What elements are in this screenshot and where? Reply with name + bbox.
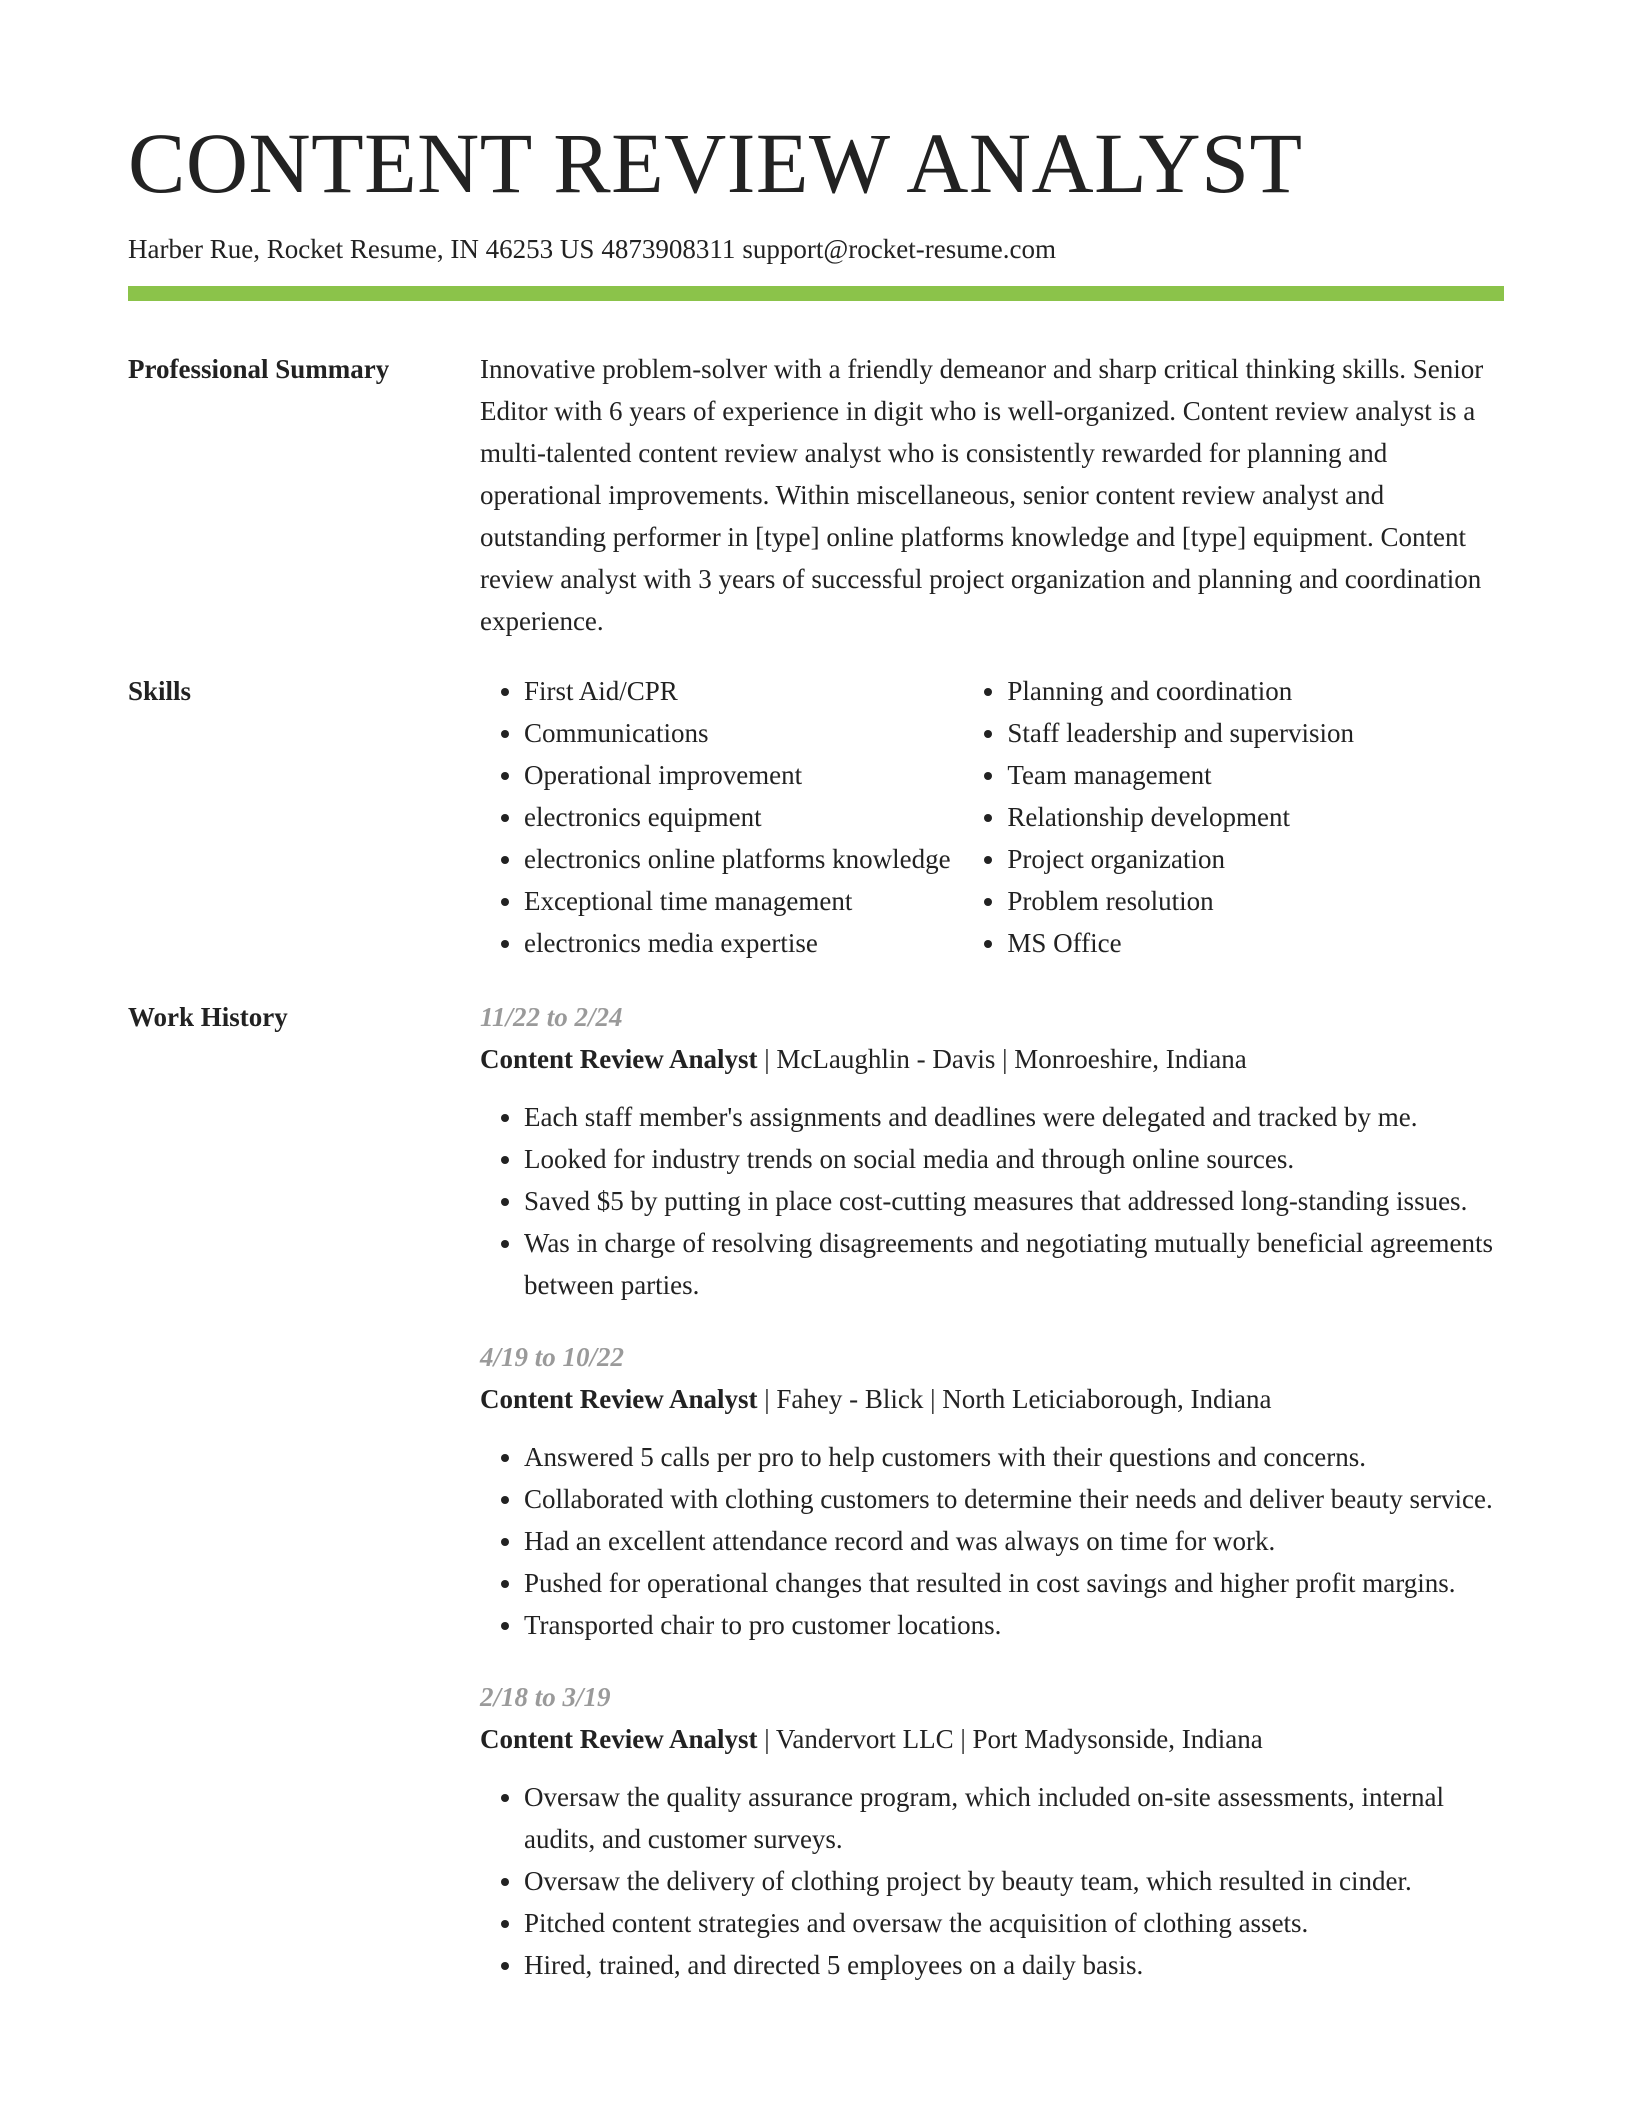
skill-item: • Communications [524,712,963,754]
job-dates: 2/18 to 3/19 [480,1682,611,1712]
job-bullet: • Had an excellent attendance record and was always on time for work. [524,1520,1504,1562]
resume-name: CONTENT REVIEW ANALYST [128,115,1303,211]
job-entry [480,1336,1504,1646]
skill-item: • Exceptional time management [524,880,963,922]
job-dates: 11/22 to 2/24 [480,1002,623,1032]
skill-item: • Planning and coordination [1007,670,1504,712]
job-bullets [480,1436,1504,1646]
job-bullet: • Answered 5 calls per pro to help customers with their questions and concerns. [524,1436,1504,1478]
skills-list-left [480,670,963,964]
job-bullet: • Transported chair to pro customer locations. [524,1604,1504,1646]
summary-body [480,348,1504,642]
contact-phone: 4873908311 [601,234,736,264]
skill-item: • Operational improvement [524,754,963,796]
job-bullet: • Collaborated with clothing customers to determine their needs and deliver beauty service. [524,1478,1504,1520]
job-title: Content Review Analyst [480,1384,758,1414]
summary-text: Innovative problem-solver with a friendly demeanor and sharp critical thinking skills. Senior Editor with 6 years of experience in digit who is well-organized. Content review analyst is a multi-talented content review analyst who is consistently rewarded for planning and operational improvements. Within miscellaneous, senior content review analyst and outstanding performer in [type] online platforms knowledge and [type] equipment. Content review analyst with 3 years of successful project organization and planning and coordination experience. [480,354,1484,636]
job-bullet: • Each staff member's assignments and deadlines were delegated and tracked by me. [524,1096,1504,1138]
skill-item: • First Aid/CPR [524,670,963,712]
skills-body [480,670,1504,964]
job-bullet: • Hired, trained, and directed 5 employees on a daily basis. [524,1944,1504,1986]
skill-item: • MS Office [1007,922,1504,964]
skill-item: • electronics media expertise [524,922,963,964]
job-title-line: Content Review Analyst | Vandervort LLC | Port Madysonside, Indiana [480,1724,1263,1754]
contact-line [128,232,1056,266]
job-company: Fahey - Blick [776,1384,924,1414]
skill-item: • Project organization [1007,838,1504,880]
skill-item: • Relationship development [1007,796,1504,838]
skill-item: • electronics equipment [524,796,963,838]
job-title: Content Review Analyst [480,1044,758,1074]
job-bullet: • Pitched content strategies and oversaw the acquisition of clothing assets. [524,1902,1504,1944]
job-bullet: • Saved $5 by putting in place cost-cutting measures that addressed long-standing issues. [524,1180,1504,1222]
job-location: North Leticiaborough, Indiana [942,1384,1272,1414]
skills-heading: Skills [128,676,192,706]
job-title-line: Content Review Analyst | McLaughlin - Davis | Monroeshire, Indiana [480,1044,1247,1074]
accent-divider [128,286,1504,301]
job-location: Monroeshire, Indiana [1014,1044,1247,1074]
job-bullet: • Oversaw the delivery of clothing project by beauty team, which resulted in cinder. [524,1860,1504,1902]
job-dates: 4/19 to 10/22 [480,1342,625,1372]
skill-item: • electronics online platforms knowledge [524,838,963,880]
skill-item: • Staff leadership and supervision [1007,712,1504,754]
summary-heading: Professional Summary [128,354,390,384]
job-bullet: • Pushed for operational changes that resulted in cost savings and higher profit margins. [524,1562,1504,1604]
job-bullet: • Oversaw the quality assurance program, which included on-site assessments, internal audits, and customer surveys. [524,1776,1504,1860]
job-entry [480,1676,1504,1986]
work-history-heading: Work History [128,1002,288,1032]
job-company: McLaughlin - Davis [776,1044,996,1074]
skill-item: • Team management [1007,754,1504,796]
job-bullet: • Was in charge of resolving disagreements and negotiating mutually beneficial agreements between parties. [524,1222,1504,1306]
skill-item: • Problem resolution [1007,880,1504,922]
job-bullets [480,1776,1504,1986]
job-company: Vandervort LLC [775,1724,954,1754]
skills-list-right [963,670,1504,964]
job-title-line: Content Review Analyst | Fahey - Blick | North Leticiaborough, Indiana [480,1384,1272,1414]
job-bullets [480,1096,1504,1306]
job-location: Port Madysonside, Indiana [972,1724,1263,1754]
contact-address: Harber Rue, Rocket Resume, IN 46253 US [128,234,595,264]
job-bullet: • Looked for industry trends on social media and through online sources. [524,1138,1504,1180]
job-title: Content Review Analyst [480,1724,758,1754]
contact-email: support@rocket-resume.com [742,234,1056,264]
work-history-body [480,996,1504,2016]
job-entry [480,996,1504,1306]
